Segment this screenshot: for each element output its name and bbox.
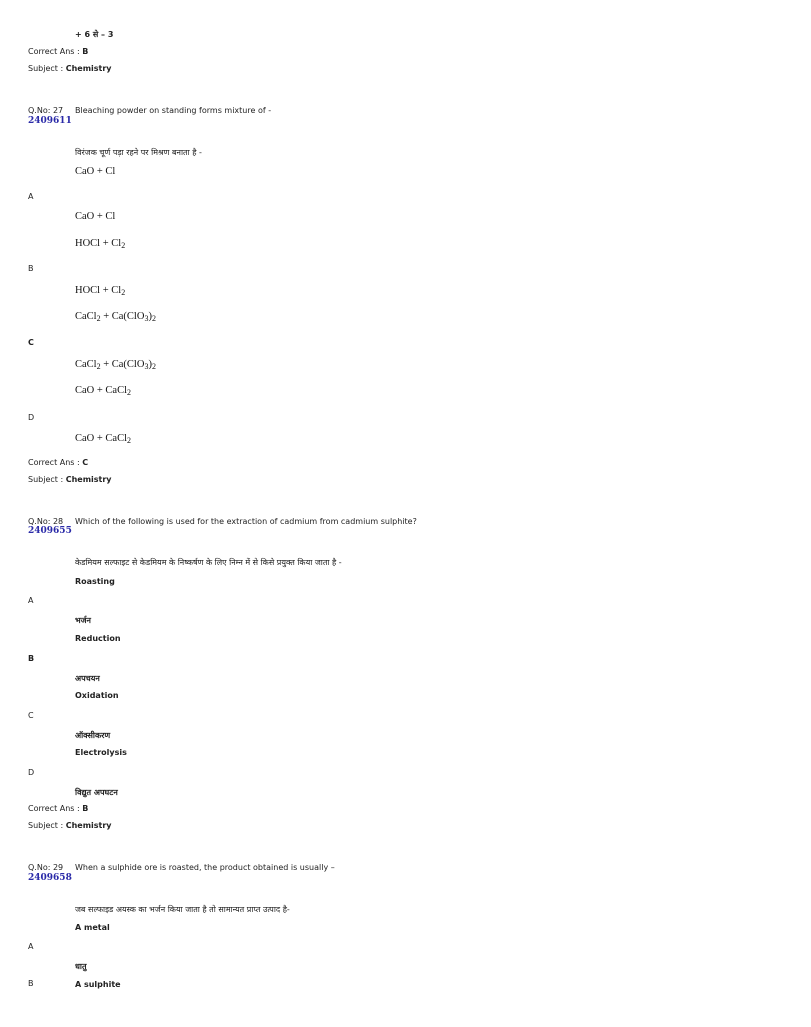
q27-question-hi: विरंजक चूर्ण पड़ा रहने पर मिश्रण बनाता है - [75, 148, 202, 157]
q28-question-hi: केडमियम सल्फाइट से केडमियम के निष्कर्षण के लिए निम्न में से किसे प्रयुक्त किया जाता है - [75, 558, 342, 567]
subject-value: Chemistry [65, 821, 112, 830]
q27-id: 2409611 [28, 116, 72, 126]
q28-option-b-hi: अपचयन [75, 674, 100, 683]
subject-label: Subject : [28, 821, 64, 830]
q28-option-c-en: Oxidation [75, 691, 119, 700]
q27-option-c-letter: C [28, 338, 34, 347]
q27-correct-answer [28, 458, 88, 467]
q27-option-b-hi: HOCl + $Cl_2$ [75, 285, 126, 297]
q28-option-a-en: Roasting [75, 577, 115, 586]
qno-value: 28 [52, 517, 64, 526]
subject-label: Subject : [28, 64, 64, 73]
correct-value: C [82, 458, 89, 467]
correct-value: B [82, 47, 89, 56]
q27-option-b-letter: B [28, 264, 34, 273]
q27-number [28, 106, 63, 115]
q27-option-c-en: CaCl$_2$ + $Ca(ClO_3)_2$ [75, 311, 156, 323]
correct-value: B [82, 804, 89, 813]
q28-question-en: Which of the following is used for the extraction of cadmium from cadmium sulphite? [75, 517, 417, 526]
subject-value: Chemistry [65, 64, 112, 73]
q28-option-d-letter: D [28, 768, 35, 777]
subject-label: Subject : [28, 475, 64, 484]
q27-option-d-hi: CaO + CaCl$_2$ [75, 433, 132, 445]
q29-option-b-en: A sulphite [75, 980, 121, 989]
subject-value: Chemistry [65, 475, 112, 484]
q28-option-b-en: Reduction [75, 634, 121, 643]
q27-option-a-en: CaO + Cl [75, 166, 116, 177]
q27-subject [28, 475, 112, 484]
q28-correct-answer [28, 804, 88, 813]
q29-option-b-letter: B [28, 979, 34, 988]
q27-option-b-en: HOCl + $Cl_2$ [75, 238, 126, 250]
correct-label: Correct Ans : [28, 47, 80, 56]
q28-id: 2409655 [28, 526, 72, 536]
correct-label: Correct Ans : [28, 458, 80, 467]
qno-value: 27 [52, 106, 64, 115]
q29-id: 2409658 [28, 873, 72, 883]
q27-option-a-letter: A [28, 192, 34, 201]
correct-label: Correct Ans : [28, 804, 80, 813]
q27-question-en: Bleaching powder on standing forms mixture of - [75, 106, 272, 115]
q29-question-en: When a sulphide ore is roasted, the product obtained is usually – [75, 863, 335, 872]
q28-number [28, 517, 63, 526]
q26-option-text: + 6 से – 3 [75, 30, 114, 39]
q28-option-c-hi: ऑक्सीकरण [75, 731, 111, 740]
q28-option-a-letter: A [28, 596, 34, 605]
q27-option-d-letter: D [28, 413, 35, 422]
q28-subject [28, 821, 112, 830]
q28-option-d-hi: विद्युत अपघटन [75, 788, 118, 797]
q29-question-hi: जब सल्फाइड अयस्क का भर्जन किया जाता है तो सामान्यत प्राप्त उत्पाद है- [75, 905, 290, 914]
q27-option-c-hi: CaCl$_2$ + $Ca(ClO_3)_2$ [75, 359, 156, 371]
qno-label: Q.No: [28, 517, 51, 526]
q28-option-c-letter: C [28, 711, 34, 720]
q27-option-d-en: CaO + CaCl$_2$ [75, 385, 132, 397]
q29-option-a-hi: धातु [75, 962, 87, 971]
q26-subject [28, 64, 112, 73]
q28-option-b-letter: B [28, 654, 35, 663]
q28-option-d-en: Electrolysis [75, 748, 127, 757]
qno-label: Q.No: [28, 863, 51, 872]
q29-option-a-en: A metal [75, 923, 110, 932]
q26-correct-answer [28, 47, 88, 56]
q29-number [28, 863, 63, 872]
qno-label: Q.No: [28, 106, 51, 115]
qno-value: 29 [52, 863, 64, 872]
q28-option-a-hi: भर्जन [75, 616, 91, 625]
q29-option-a-letter: A [28, 942, 34, 951]
q27-option-a-hi: CaO + Cl [75, 211, 116, 222]
